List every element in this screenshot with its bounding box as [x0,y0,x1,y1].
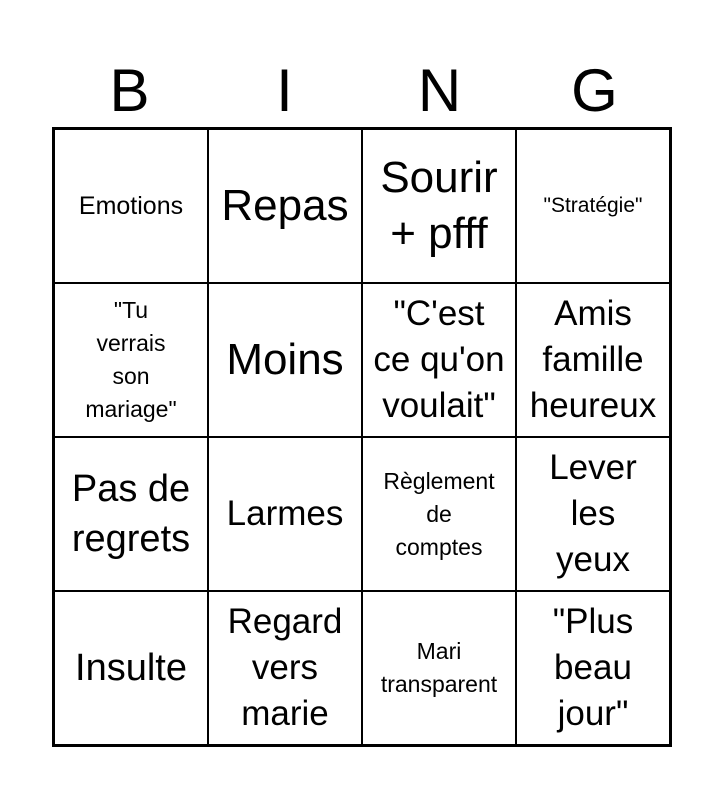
header-letter-n: N [417,57,462,124]
cell-text: Sourir + pfff [380,153,498,258]
cell-text: Larmes [226,494,344,533]
bingo-card-grid [52,127,672,747]
cell-text: Emotions [78,192,184,220]
bingo-cell[interactable] [362,437,516,591]
bingo-cell[interactable] [362,129,516,283]
cell-text: Repas [221,181,349,230]
bingo-cell[interactable] [516,283,670,437]
cell-text: Regard vers marie [227,602,343,733]
cell-text: "Tu verrais son mariage" [85,297,177,422]
bingo-cell[interactable] [54,591,208,745]
cell-text: "C'est ce qu'on voulait" [373,294,505,425]
cell-text: "Plus beau jour" [552,602,634,733]
cell-text: Pas de regrets [71,468,191,560]
header-letter-g: G [571,57,618,124]
header-letter-i: I [276,57,293,124]
cell-text: Insulte [75,647,187,689]
cell-text: "Stratégie" [543,194,643,217]
bingo-cell[interactable] [54,129,208,283]
bingo-cell[interactable] [208,437,362,591]
header-letter-b: B [109,57,150,124]
bingo-cell[interactable] [208,129,362,283]
bingo-cell[interactable] [54,437,208,591]
cell-text: Règlement de comptes [383,467,495,560]
cell-text: Lever les yeux [549,448,637,579]
bingo-cell[interactable] [516,591,670,745]
bingo-cell[interactable] [208,283,362,437]
bingo-cell[interactable] [362,591,516,745]
cell-text: Amis famille heureux [529,294,657,425]
bingo-cell[interactable] [516,437,670,591]
cell-text: Moins [226,335,344,384]
bingo-cell[interactable] [362,283,516,437]
bingo-cell[interactable] [54,283,208,437]
bingo-header [52,56,672,126]
bingo-cell[interactable] [516,129,670,283]
cell-text: Mari transparent [380,638,498,697]
bingo-cell[interactable] [208,591,362,745]
